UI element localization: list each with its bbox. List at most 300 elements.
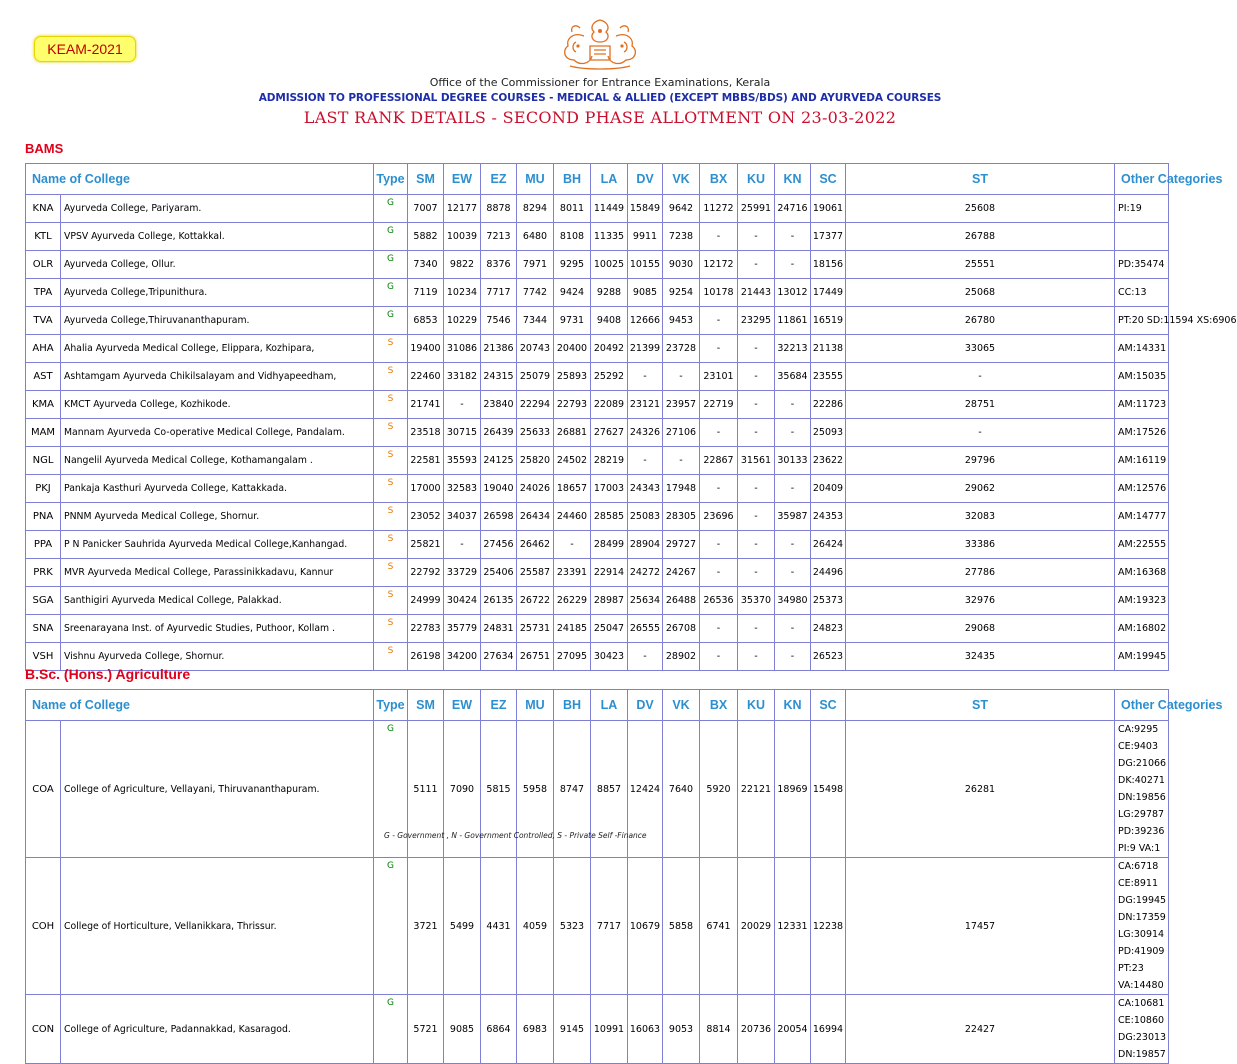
- rank-cell: 26488: [663, 587, 700, 615]
- rank-cell: 3721: [408, 858, 444, 995]
- rank-cell: 23295: [738, 307, 775, 335]
- rank-cell: -: [700, 307, 738, 335]
- rank-cell: 24026: [517, 475, 554, 503]
- rank-cell: 22914: [591, 559, 628, 587]
- rank-cell: 5882: [408, 223, 444, 251]
- rank-cell: -: [700, 615, 738, 643]
- rank-cell: 32583: [444, 475, 481, 503]
- college-code: TPA: [26, 279, 61, 307]
- kerala-emblem-icon: [554, 16, 646, 74]
- rank-cell: 34037: [444, 503, 481, 531]
- page-title: LAST RANK DETAILS - SECOND PHASE ALLOTMENT ON 23-03-2022: [303, 108, 897, 127]
- rank-cell: 9085: [628, 279, 663, 307]
- rank-cell: 24496: [811, 559, 846, 587]
- college-code: AHA: [26, 335, 61, 363]
- table-header-row: [26, 690, 1169, 721]
- rank-cell: 11449: [591, 195, 628, 223]
- rank-cell: 20736: [738, 995, 775, 1064]
- rank-cell: 24125: [481, 447, 517, 475]
- rank-cell: 18156: [811, 251, 846, 279]
- rank-cell: 9911: [628, 223, 663, 251]
- college-code: CON: [26, 995, 61, 1064]
- rank-cell: 8108: [554, 223, 591, 251]
- rank-cell: 22286: [811, 391, 846, 419]
- rank-cell: 32083: [846, 503, 1115, 531]
- office-title: Office of the Commissioner for Entrance Examinations, Kerala: [429, 76, 771, 89]
- rank-cell: 24502: [554, 447, 591, 475]
- rank-cell: 5111: [408, 721, 444, 858]
- rank-cell: 35593: [444, 447, 481, 475]
- rank-cell: 13012: [775, 279, 811, 307]
- rank-cell: 8376: [481, 251, 517, 279]
- rank-cell: 5499: [444, 858, 481, 995]
- column-header: ST: [846, 690, 1115, 721]
- other-categories-cell: AM:15035: [1115, 363, 1169, 391]
- rank-cell: 35684: [775, 363, 811, 391]
- rank-cell: 22793: [554, 391, 591, 419]
- college-name: Ayurveda College,Thiruvananthapuram.: [61, 307, 374, 335]
- rank-cell: 27095: [554, 643, 591, 671]
- other-categories-cell: AM:19323: [1115, 587, 1169, 615]
- college-type: S: [374, 419, 408, 447]
- college-name: KMCT Ayurveda College, Kozhikode.: [61, 391, 374, 419]
- other-categories-cell: PI:19: [1115, 195, 1169, 223]
- college-code: NGL: [26, 447, 61, 475]
- college-type: S: [374, 447, 408, 475]
- rank-cell: 28499: [591, 531, 628, 559]
- rank-cell: -: [700, 531, 738, 559]
- rank-cell: 25820: [517, 447, 554, 475]
- rank-cell: 17457: [846, 858, 1115, 995]
- rank-cell: 34980: [775, 587, 811, 615]
- college-type: G: [374, 858, 408, 995]
- college-type: G: [374, 223, 408, 251]
- rank-cell: -: [775, 643, 811, 671]
- other-categories-cell: AM:14331: [1115, 335, 1169, 363]
- rank-cell: 6853: [408, 307, 444, 335]
- rank-cell: -: [700, 335, 738, 363]
- college-code: TVA: [26, 307, 61, 335]
- rank-cell: 26751: [517, 643, 554, 671]
- rank-cell: 26708: [663, 615, 700, 643]
- college-name: Santhigiri Ayurveda Medical College, Palakkad.: [61, 587, 374, 615]
- rank-cell: 20400: [554, 335, 591, 363]
- rank-cell: 6864: [481, 995, 517, 1064]
- table-row: [26, 503, 1169, 531]
- rank-cell: -: [738, 643, 775, 671]
- rank-cell: 25079: [517, 363, 554, 391]
- college-code: MAM: [26, 419, 61, 447]
- other-categories-cell: AM:22555: [1115, 531, 1169, 559]
- rank-cell: -: [444, 531, 481, 559]
- table-row: [26, 858, 1169, 995]
- column-header: VK: [663, 690, 700, 721]
- section-title-bams: BAMS: [25, 141, 64, 156]
- rank-cell: 26523: [811, 643, 846, 671]
- rank-cell: 25093: [811, 419, 846, 447]
- college-type: G: [374, 251, 408, 279]
- rank-cell: 25893: [554, 363, 591, 391]
- other-categories-cell: AM:16802: [1115, 615, 1169, 643]
- table-row: [26, 335, 1169, 363]
- rank-cell: 10039: [444, 223, 481, 251]
- rank-cell: 7340: [408, 251, 444, 279]
- college-code: KTL: [26, 223, 61, 251]
- rank-cell: 20054: [775, 995, 811, 1064]
- rank-cell: 18969: [775, 721, 811, 858]
- rank-cell: 23622: [811, 447, 846, 475]
- college-name: Nangelil Ayurveda Medical College, Kothamangalam .: [61, 447, 374, 475]
- rank-cell: -: [775, 391, 811, 419]
- rank-cell: 22460: [408, 363, 444, 391]
- rank-cell: 27786: [846, 559, 1115, 587]
- rank-cell: 16519: [811, 307, 846, 335]
- rank-cell: 5958: [517, 721, 554, 858]
- rank-cell: 5920: [700, 721, 738, 858]
- rank-cell: 24267: [663, 559, 700, 587]
- rank-cell: 28987: [591, 587, 628, 615]
- table-row: [26, 643, 1169, 671]
- table-row: [26, 279, 1169, 307]
- rank-cell: 8878: [481, 195, 517, 223]
- rank-cell: 28219: [591, 447, 628, 475]
- column-header: MU: [517, 164, 554, 195]
- rank-cell: 5721: [408, 995, 444, 1064]
- college-name: Mannam Ayurveda Co-operative Medical College, Pandalam.: [61, 419, 374, 447]
- rank-cell: -: [775, 223, 811, 251]
- college-name: P N Panicker Sauhrida Ayurveda Medical College,Kanhangad.: [61, 531, 374, 559]
- column-header: SC: [811, 690, 846, 721]
- rank-cell: 17377: [811, 223, 846, 251]
- rank-cell: 26598: [481, 503, 517, 531]
- rank-cell: 7213: [481, 223, 517, 251]
- rank-cell: 10178: [700, 279, 738, 307]
- college-type: S: [374, 391, 408, 419]
- rank-cell: -: [738, 335, 775, 363]
- rank-cell: 22581: [408, 447, 444, 475]
- college-type: S: [374, 503, 408, 531]
- college-code: VSH: [26, 643, 61, 671]
- rank-cell: 33729: [444, 559, 481, 587]
- rank-cell: 29727: [663, 531, 700, 559]
- agriculture-table: [25, 689, 1223, 1064]
- rank-cell: 25608: [846, 195, 1115, 223]
- rank-cell: 23121: [628, 391, 663, 419]
- table-row: [26, 251, 1169, 279]
- rank-cell: 7717: [481, 279, 517, 307]
- rank-cell: 20409: [811, 475, 846, 503]
- college-type: S: [374, 475, 408, 503]
- rank-cell: 22121: [738, 721, 775, 858]
- rank-cell: 9288: [591, 279, 628, 307]
- column-header: SC: [811, 164, 846, 195]
- rank-cell: 5815: [481, 721, 517, 858]
- rank-cell: 26135: [481, 587, 517, 615]
- rank-cell: -: [775, 419, 811, 447]
- college-code: KNA: [26, 195, 61, 223]
- rank-cell: 7640: [663, 721, 700, 858]
- rank-cell: 25373: [811, 587, 846, 615]
- column-header: BX: [700, 690, 738, 721]
- rank-cell: 30423: [591, 643, 628, 671]
- table-row: [26, 195, 1169, 223]
- rank-cell: 9085: [444, 995, 481, 1064]
- rank-cell: 7546: [481, 307, 517, 335]
- rank-cell: 10229: [444, 307, 481, 335]
- table-row: [26, 559, 1169, 587]
- table-row: [26, 615, 1169, 643]
- rank-cell: -: [663, 363, 700, 391]
- rank-cell: 22427: [846, 995, 1115, 1064]
- rank-cell: 7971: [517, 251, 554, 279]
- college-type: G: [374, 307, 408, 335]
- rank-cell: 5858: [663, 858, 700, 995]
- rank-cell: 26555: [628, 615, 663, 643]
- college-name: Ayurveda College,Tripunithura.: [61, 279, 374, 307]
- rank-cell: 23518: [408, 419, 444, 447]
- column-header: DV: [628, 164, 663, 195]
- table-row: [26, 587, 1169, 615]
- rank-cell: 9053: [663, 995, 700, 1064]
- rank-cell: -: [846, 363, 1115, 391]
- rank-cell: 7007: [408, 195, 444, 223]
- rank-cell: 8011: [554, 195, 591, 223]
- rank-cell: 9030: [663, 251, 700, 279]
- rank-cell: -: [444, 391, 481, 419]
- rank-cell: 25633: [517, 419, 554, 447]
- rank-cell: 35779: [444, 615, 481, 643]
- college-name: MVR Ayurveda Medical College, Parassinikkadavu, Kannur: [61, 559, 374, 587]
- rank-cell: 6983: [517, 995, 554, 1064]
- rank-cell: 24272: [628, 559, 663, 587]
- other-categories-cell: CA:9295 CE:9403 DG:21066 DK:40271 DN:19856 LG:29787 PD:39236 PI:9 VA:1: [1115, 721, 1169, 858]
- column-header: SM: [408, 690, 444, 721]
- rank-cell: -: [738, 531, 775, 559]
- college-name: PNNM Ayurveda Medical College, Shornur.: [61, 503, 374, 531]
- column-header: LA: [591, 164, 628, 195]
- rank-cell: 27634: [481, 643, 517, 671]
- column-header: BX: [700, 164, 738, 195]
- college-type: S: [374, 643, 408, 671]
- rank-cell: -: [775, 251, 811, 279]
- college-code: OLR: [26, 251, 61, 279]
- college-type: S: [374, 587, 408, 615]
- table-header-row: [26, 164, 1169, 195]
- column-header: KU: [738, 164, 775, 195]
- rank-cell: 22792: [408, 559, 444, 587]
- table-row: [26, 363, 1169, 391]
- column-header: MU: [517, 690, 554, 721]
- college-type: S: [374, 559, 408, 587]
- rank-cell: 24460: [554, 503, 591, 531]
- college-name: Sreenarayana Inst. of Ayurvedic Studies, Puthoor, Kollam .: [61, 615, 374, 643]
- rank-cell: 27627: [591, 419, 628, 447]
- college-type: G: [374, 721, 408, 858]
- rank-cell: 7238: [663, 223, 700, 251]
- rank-cell: 24343: [628, 475, 663, 503]
- rank-cell: 26780: [846, 307, 1115, 335]
- rank-cell: 28751: [846, 391, 1115, 419]
- rank-cell: 10155: [628, 251, 663, 279]
- other-categories-cell: AM:11723: [1115, 391, 1169, 419]
- table-row: [26, 307, 1169, 335]
- rank-cell: 24353: [811, 503, 846, 531]
- rank-cell: 33182: [444, 363, 481, 391]
- other-categories-cell: AM:12576: [1115, 475, 1169, 503]
- rank-cell: -: [738, 223, 775, 251]
- college-code: COH: [26, 858, 61, 995]
- rank-cell: -: [738, 559, 775, 587]
- rank-cell: 25991: [738, 195, 775, 223]
- other-categories-cell: CC:13: [1115, 279, 1169, 307]
- table-row: [26, 391, 1169, 419]
- column-header: DV: [628, 690, 663, 721]
- other-categories-cell: PT:20 SD:11594 XS:6906: [1115, 307, 1169, 335]
- rank-cell: 9822: [444, 251, 481, 279]
- rank-cell: 17003: [591, 475, 628, 503]
- rank-cell: -: [700, 223, 738, 251]
- rank-cell: 7717: [591, 858, 628, 995]
- college-code: KMA: [26, 391, 61, 419]
- rank-cell: 9453: [663, 307, 700, 335]
- college-name: Ashtamgam Ayurveda Chikilsalayam and Vidhyapeedham,: [61, 363, 374, 391]
- rank-cell: 26462: [517, 531, 554, 559]
- rank-cell: 23957: [663, 391, 700, 419]
- rank-cell: 21386: [481, 335, 517, 363]
- rank-cell: 26881: [554, 419, 591, 447]
- rank-cell: 17449: [811, 279, 846, 307]
- column-header: BH: [554, 690, 591, 721]
- rank-cell: 25821: [408, 531, 444, 559]
- rank-cell: 21443: [738, 279, 775, 307]
- rank-cell: 29068: [846, 615, 1115, 643]
- rank-cell: 33386: [846, 531, 1115, 559]
- rank-cell: 12177: [444, 195, 481, 223]
- rank-cell: 34200: [444, 643, 481, 671]
- college-type: G: [374, 995, 408, 1064]
- college-name: Ahalia Ayurveda Medical College, Elippara, Kozhipara,: [61, 335, 374, 363]
- rank-cell: 21399: [628, 335, 663, 363]
- rank-cell: 27106: [663, 419, 700, 447]
- rank-cell: 23696: [700, 503, 738, 531]
- rank-cell: 25551: [846, 251, 1115, 279]
- rank-cell: 6480: [517, 223, 554, 251]
- rank-cell: 24185: [554, 615, 591, 643]
- section-title-agriculture: B.Sc. (Hons.) Agriculture: [25, 666, 191, 682]
- college-code: COA: [26, 721, 61, 858]
- rank-cell: 10991: [591, 995, 628, 1064]
- rank-cell: -: [628, 447, 663, 475]
- rank-cell: -: [738, 251, 775, 279]
- college-name: VPSV Ayurveda College, Kottakkal.: [61, 223, 374, 251]
- rank-cell: 5323: [554, 858, 591, 995]
- rank-cell: -: [738, 475, 775, 503]
- bams-table: [25, 163, 1237, 671]
- rank-cell: 8814: [700, 995, 738, 1064]
- rank-cell: 32976: [846, 587, 1115, 615]
- rank-cell: 25406: [481, 559, 517, 587]
- rank-cell: 25587: [517, 559, 554, 587]
- college-code: SNA: [26, 615, 61, 643]
- rank-cell: 16063: [628, 995, 663, 1064]
- college-type: S: [374, 363, 408, 391]
- other-categories-cell: AM:16368: [1115, 559, 1169, 587]
- rank-cell: -: [775, 615, 811, 643]
- college-code: PKJ: [26, 475, 61, 503]
- rank-cell: 26424: [811, 531, 846, 559]
- rank-cell: 7119: [408, 279, 444, 307]
- college-type: G: [374, 195, 408, 223]
- rank-cell: 19061: [811, 195, 846, 223]
- rank-cell: 16994: [811, 995, 846, 1064]
- rank-cell: 30133: [775, 447, 811, 475]
- rank-cell: 6741: [700, 858, 738, 995]
- rank-cell: 26198: [408, 643, 444, 671]
- other-categories-cell: PD:35474: [1115, 251, 1169, 279]
- rank-cell: 26229: [554, 587, 591, 615]
- rank-cell: -: [738, 419, 775, 447]
- rank-cell: 10025: [591, 251, 628, 279]
- column-header: LA: [591, 690, 628, 721]
- rank-cell: -: [700, 475, 738, 503]
- rank-cell: 22867: [700, 447, 738, 475]
- rank-cell: 26281: [846, 721, 1115, 858]
- college-name: College of Agriculture, Vellayani, Thiruvananthapuram.: [61, 721, 374, 858]
- rank-cell: 24999: [408, 587, 444, 615]
- college-code: SGA: [26, 587, 61, 615]
- college-code: PPA: [26, 531, 61, 559]
- rank-cell: 11272: [700, 195, 738, 223]
- other-categories-cell: CA:6718 CE:8911 DG:19945 DN:17359 LG:30914 PD:41909 PT:23 VA:14480: [1115, 858, 1169, 995]
- rank-cell: 22294: [517, 391, 554, 419]
- column-header: KU: [738, 690, 775, 721]
- table-row: [26, 447, 1169, 475]
- rank-cell: 28902: [663, 643, 700, 671]
- column-header: BH: [554, 164, 591, 195]
- column-header: ST: [846, 164, 1115, 195]
- rank-cell: 26434: [517, 503, 554, 531]
- rank-cell: 28904: [628, 531, 663, 559]
- rank-cell: -: [663, 447, 700, 475]
- rank-cell: 9254: [663, 279, 700, 307]
- rank-cell: 25083: [628, 503, 663, 531]
- other-categories-cell: AM:16119: [1115, 447, 1169, 475]
- rank-cell: 23052: [408, 503, 444, 531]
- rank-cell: 23728: [663, 335, 700, 363]
- rank-cell: -: [738, 363, 775, 391]
- rank-cell: 35987: [775, 503, 811, 531]
- rank-cell: 18657: [554, 475, 591, 503]
- rank-cell: 23391: [554, 559, 591, 587]
- rank-cell: -: [628, 363, 663, 391]
- rank-cell: 24716: [775, 195, 811, 223]
- table-row: [26, 419, 1169, 447]
- rank-cell: -: [700, 559, 738, 587]
- rank-cell: 24831: [481, 615, 517, 643]
- college-code: AST: [26, 363, 61, 391]
- rank-cell: 30424: [444, 587, 481, 615]
- rank-cell: -: [775, 531, 811, 559]
- rank-cell: 32213: [775, 335, 811, 363]
- rank-cell: 20029: [738, 858, 775, 995]
- rank-cell: 15498: [811, 721, 846, 858]
- rank-cell: 26439: [481, 419, 517, 447]
- column-header: KN: [775, 164, 811, 195]
- table-row: [26, 223, 1169, 251]
- rank-cell: 17948: [663, 475, 700, 503]
- other-categories-cell: CA:10681 CE:10860 DG:23013 DN:19857: [1115, 995, 1169, 1064]
- rank-cell: 9145: [554, 995, 591, 1064]
